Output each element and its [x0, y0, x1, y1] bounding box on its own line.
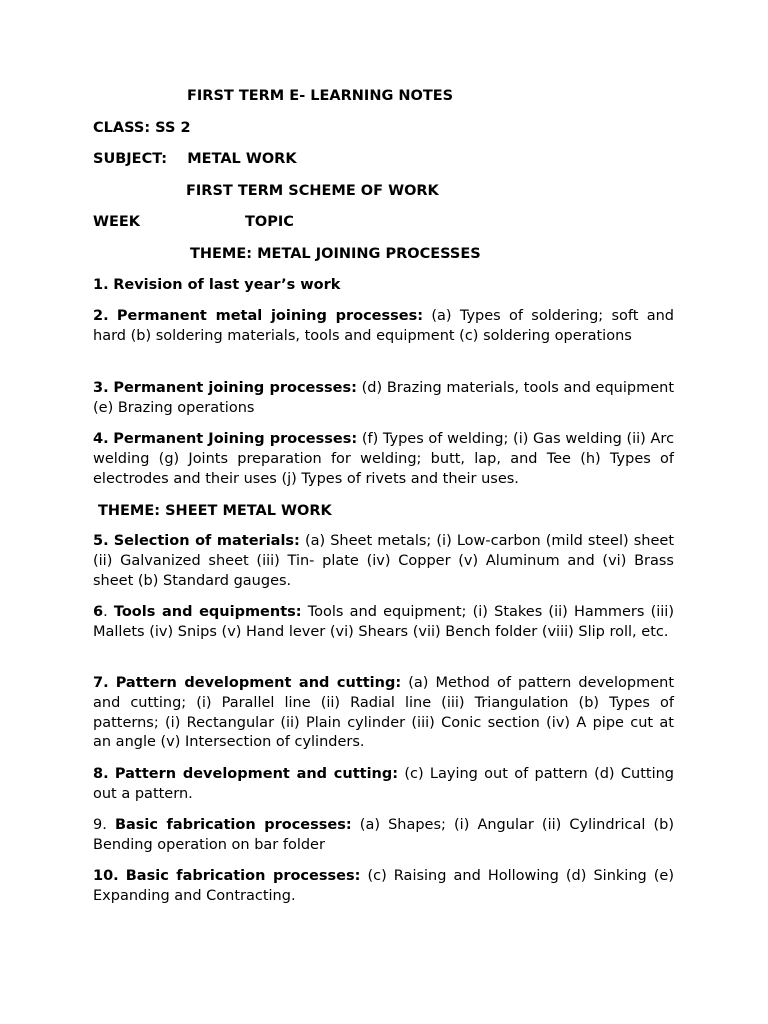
item-number: 7.: [93, 675, 109, 691]
item-number: 2.: [93, 308, 109, 324]
item-label: Permanent Joining processes:: [113, 431, 358, 447]
item-label: Pattern development and cutting:: [114, 766, 399, 782]
list-item-5: [93, 532, 674, 591]
list-item-7: [93, 674, 674, 753]
item-text: (c) Laying out of pattern (d) Cutting out a pattern.: [93, 766, 674, 802]
item-separator: .: [103, 604, 108, 620]
item-label: Permanent metal joining processes:: [116, 308, 424, 324]
item-text: (a) Shapes; (i) Angular (ii) Cylindrical (b) Bending operation on bar folder: [93, 817, 675, 853]
item-text: Tools and equipment; (i) Stakes (ii) Hammers (iii) Mallets (iv) Snips (v) Hand lever (vi) Shears (vii) Bench folder (viii) Slip roll, etc.: [93, 604, 674, 640]
item-number: 8.: [93, 766, 109, 782]
item-text: (c) Raising and Hollowing (d) Sinking (e) Expanding and Contracting.: [93, 868, 675, 904]
item-text: (a) Method of pattern development and cutting; (i) Parallel line (ii) Radial line (iii) Triangulation (b) Types of patterns; (i) Rectangular (ii) Plain cylinder (iii) Conic section (iv) A pipe cut at an angle (v) Intersection of cylinders.: [93, 675, 674, 751]
scheme-heading: FIRST TERM SCHEME OF WORK: [186, 183, 439, 199]
topic-label: TOPIC: [245, 214, 294, 230]
subject-value: METAL WORK: [187, 151, 297, 167]
list-item-9: [93, 816, 674, 856]
item-label: Revision of last year’s work: [113, 277, 341, 293]
list-item-8: [93, 765, 674, 805]
subject-label: SUBJECT:: [93, 151, 168, 167]
item-number: 10.: [93, 868, 119, 884]
item-text: (f) Types of welding; (i) Gas welding (ii) Arc welding (g) Joints preparation for welding; butt, lap, and Tee (h) Types of electrodes and their uses (j) Types of rivets and their uses.: [93, 431, 675, 487]
item-number: 3.: [93, 380, 109, 396]
item-number: 5.: [93, 533, 109, 549]
class-label: CLASS: SS 2: [93, 120, 191, 136]
item-label: Basic fabrication processes:: [114, 817, 352, 833]
item-number: 1.: [93, 277, 109, 293]
item-label: Pattern development and cutting:: [115, 675, 402, 691]
document-title: FIRST TERM E- LEARNING NOTES: [187, 88, 454, 104]
item-label: Tools and equipments:: [113, 604, 302, 620]
theme-heading-sheet-metal: THEME: SHEET METAL WORK: [98, 503, 332, 519]
item-label: Basic fabrication processes:: [125, 868, 361, 884]
list-item-3: [93, 379, 674, 419]
list-item-6: [93, 603, 674, 643]
list-item-2: [93, 307, 674, 347]
item-label: Selection of materials:: [113, 533, 300, 549]
week-label: WEEK: [93, 214, 141, 230]
theme-heading-joining: THEME: METAL JOINING PROCESSES: [190, 246, 481, 262]
item-text: (a) Sheet metals; (i) Low-carbon (mild steel) sheet (ii) Galvanized sheet (iii) Tin- plate (iv) Copper (v) Aluminum and (vi) Brass sheet (b) Standard gauges.: [93, 533, 675, 589]
item-number: 4.: [93, 431, 109, 447]
item-number: 6: [93, 604, 104, 620]
list-item-4: [93, 430, 674, 489]
item-number: 9.: [93, 817, 107, 833]
list-item-1: [93, 276, 674, 296]
subject-line: [93, 149, 297, 169]
item-label: Permanent joining processes:: [113, 380, 357, 396]
item-text: (a) Types of soldering; soft and hard (b) soldering materials, tools and equipment (c) soldering operations: [93, 308, 675, 344]
list-item-10: [93, 867, 674, 907]
item-text: (d) Brazing materials, tools and equipment (e) Brazing operations: [93, 380, 674, 416]
